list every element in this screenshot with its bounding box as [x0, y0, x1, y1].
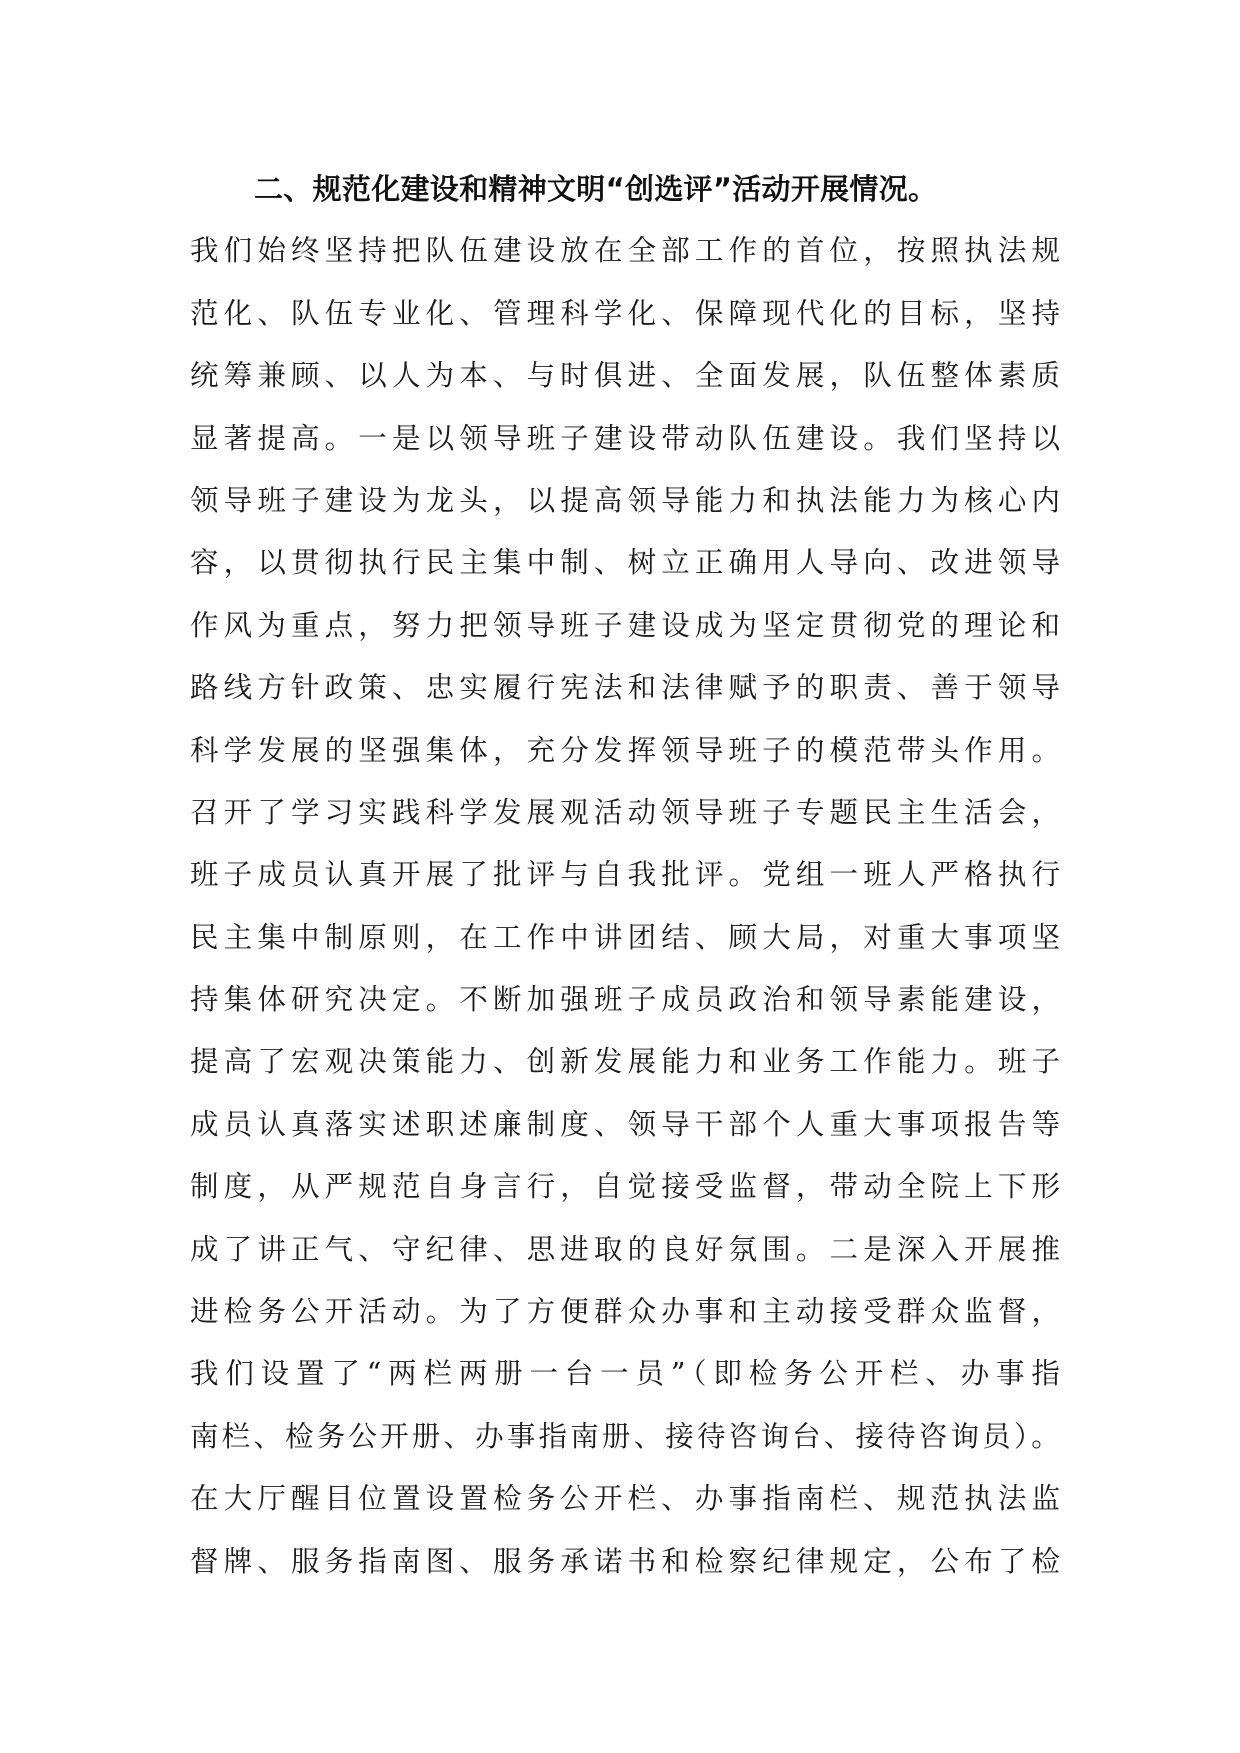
text-line: 督牌、服务指南图、服务承诺书和检察纪律规定，公布了检 [190, 1544, 1066, 1578]
text-line: 持集体研究决定。不断加强班子成员政治和领导素能建设， [190, 983, 1066, 1017]
text-line: 我们设置了“两栏两册一台一员”（即检务公开栏、办事指 [190, 1357, 1067, 1391]
text-line: 南栏、检务公开册、办事指南册、接待咨询台、接待咨询员）。 [190, 1419, 1063, 1453]
text-line: 路线方针政策、忠实履行宪法和法律赋予的职责、善于领导 [190, 671, 1066, 705]
text-line: 在大厅醒目位置设置检务公开栏、办事指南栏、规范执法监 [190, 1482, 1066, 1516]
text-line: 作风为重点，努力把领导班子建设成为坚定贯彻党的理论和 [190, 608, 1066, 642]
text-line: 容，以贯彻执行民主集中制、树立正确用人导向、改进领导 [190, 546, 1066, 580]
text-line: 班子成员认真开展了批评与自我批评。党组一班人严格执行 [190, 858, 1066, 892]
text-line: 进检务公开活动。为了方便群众办事和主动接受群众监督， [190, 1295, 1066, 1329]
body-text [190, 158, 1067, 1593]
text-line: 民主集中制原则，在工作中讲团结、顾大局，对重大事项坚 [190, 920, 1066, 954]
text-line: 成员认真落实述职述廉制度、领导干部个人重大事项报告等 [190, 1107, 1066, 1141]
text-line: 范化、队伍专业化、管理科学化、保障现代化的目标，坚持 [190, 296, 1066, 330]
text-line: 提高了宏观决策能力、创新发展能力和业务工作能力。班子 [190, 1045, 1066, 1079]
text-line: 我们始终坚持把队伍建设放在全部工作的首位，按照执法规 [190, 234, 1066, 268]
text-line: 统筹兼顾、以人为本、与时俱进、全面发展，队伍整体素质 [190, 359, 1066, 393]
text-line: 成了讲正气、守纪律、思进取的良好氛围。二是深入开展推 [190, 1232, 1066, 1266]
text-line: 显著提高。一是以领导班子建设带动队伍建设。我们坚持以 [190, 421, 1066, 455]
text-line: 领导班子建设为龙头，以提高领导能力和执法能力为核心内 [190, 483, 1066, 517]
text-line: 科学发展的坚强集体，充分发挥领导班子的模范带头作用。 [190, 733, 1066, 767]
text-line: 制度，从严规范自身言行，自觉接受监督，带动全院上下形 [190, 1170, 1066, 1204]
section-heading: 二、规范化建设和精神文明“创选评”活动开展情况。 [254, 172, 938, 206]
text-line: 召开了学习实践科学发展观活动领导班子专题民主生活会， [190, 795, 1066, 829]
